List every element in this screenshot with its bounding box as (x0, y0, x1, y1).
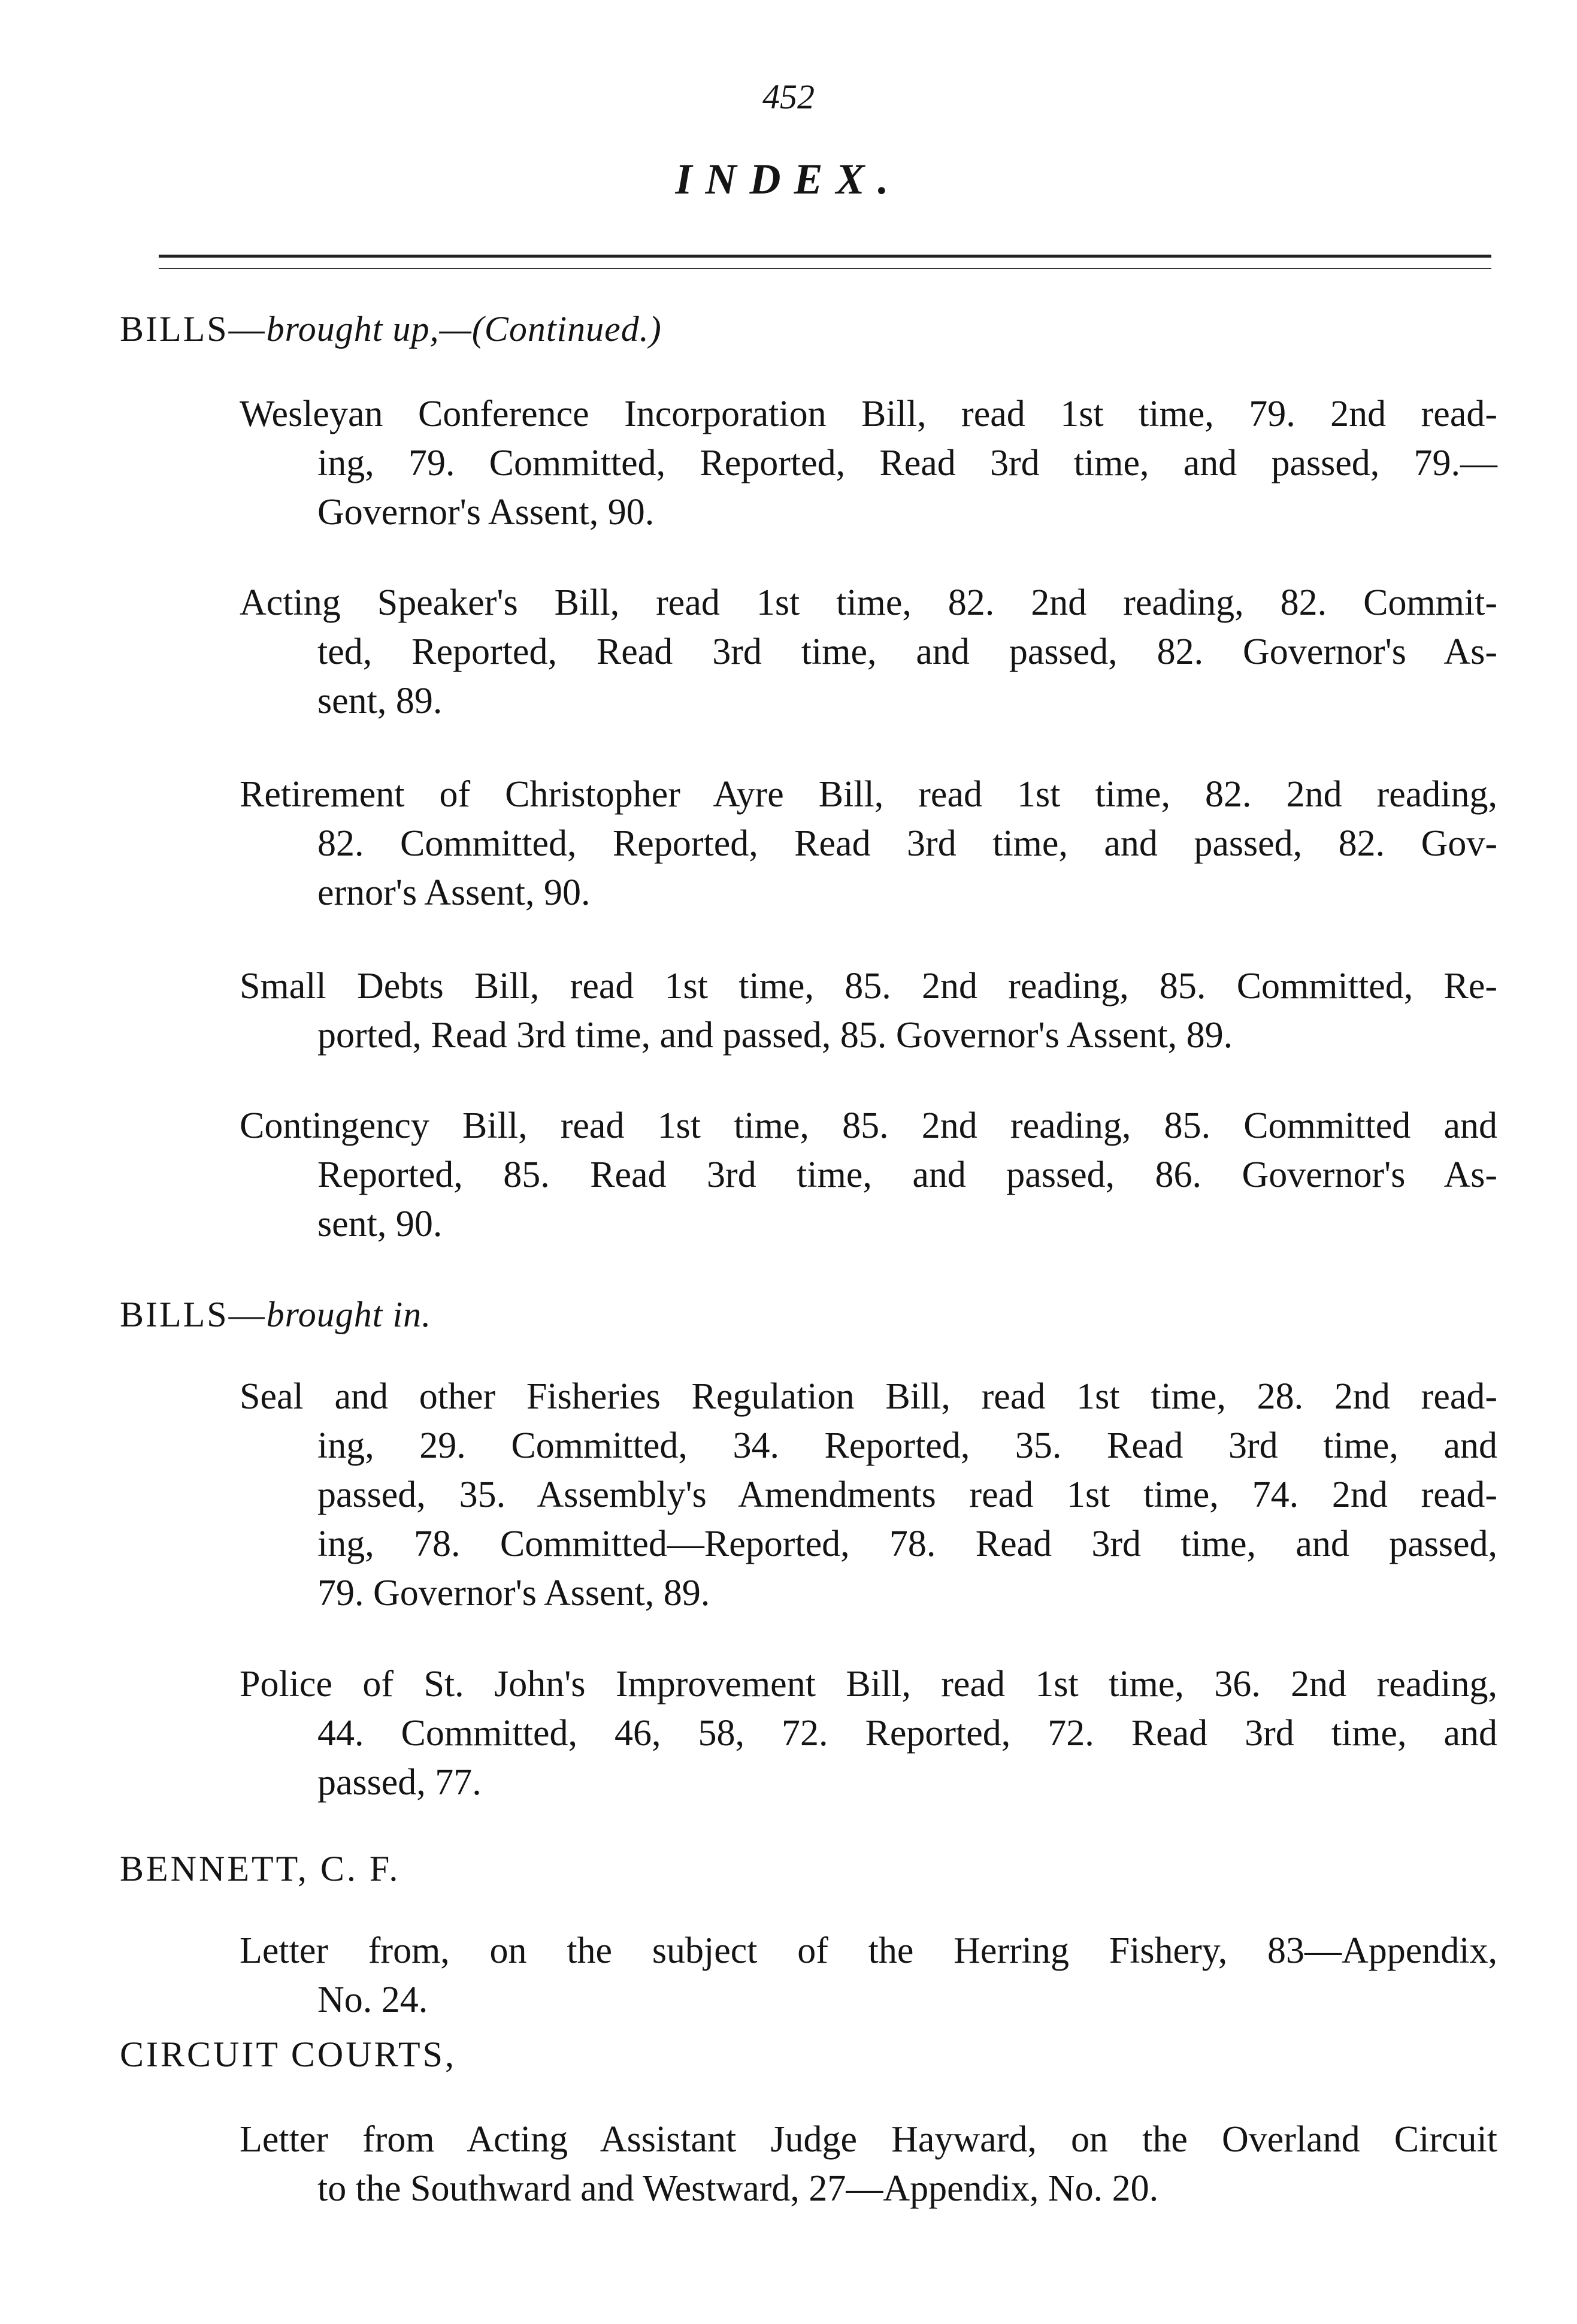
entry-line: Reported, 85. Read 3rd time, and passed, 86. Governor's As- (317, 1155, 1497, 1195)
entry-line: ported, Read 3rd time, and passed, 85. Governor's Assent, 89. (317, 1015, 1233, 1056)
heading-label: BILLS— (120, 1295, 267, 1334)
index-entry-herring-letter (240, 1926, 1497, 2024)
index-entry-police (240, 1660, 1497, 1807)
index-entry-small-debts (240, 962, 1497, 1060)
entry-line: Wesleyan Conference Incorporation Bill, read 1st time, 79. 2nd read- (240, 394, 1497, 434)
index-entry-acting-speaker (240, 578, 1497, 726)
entry-line: ing, 79. Committed, Reported, Read 3rd time, and passed, 79.— (317, 443, 1497, 483)
entry-line: Small Debts Bill, read 1st time, 85. 2nd reading, 85. Committed, Re- (240, 966, 1497, 1007)
header-rule-thick (159, 255, 1491, 258)
heading-subtitle: brought in. (266, 1295, 432, 1334)
entry-line: sent, 89. (317, 681, 443, 721)
entry-line: ing, 78. Committed—Reported, 78. Read 3rd time, and passed, (317, 1524, 1497, 1564)
index-entry-retirement (240, 770, 1497, 917)
entry-line: sent, 90. (317, 1204, 443, 1244)
index-entry-contingency (240, 1101, 1497, 1249)
entry-line: No. 24. (317, 1980, 428, 2020)
page-number: 452 (762, 77, 815, 116)
entry-line: Contingency Bill, read 1st time, 85. 2nd reading, 85. Committed and (240, 1105, 1497, 1146)
index-entry-wesleyan (240, 389, 1497, 537)
heading-label: BILLS— (120, 309, 267, 349)
entry-line: ted, Reported, Read 3rd time, and passed, 82. Governor's As- (317, 631, 1497, 672)
header-rule-thin (159, 268, 1491, 269)
page-title: INDEX. (675, 155, 902, 203)
index-entry-hayward-letter (240, 2115, 1497, 2213)
entry-line: to the Southward and Westward, 27—Appendix, No. 20. (317, 2168, 1159, 2209)
entry-line: Letter from Acting Assistant Judge Hayward, on the Overland Circuit (240, 2119, 1497, 2160)
entry-line: 79. Governor's Assent, 89. (317, 1573, 710, 1613)
entry-line: Letter from, on the subject of the Herring Fishery, 83—Appendix, (240, 1930, 1497, 1971)
entry-line: 44. Committed, 46, 58, 72. Reported, 72. Read 3rd time, and (317, 1713, 1497, 1754)
index-entry-seal-fisheries (240, 1372, 1497, 1618)
entry-line: ing, 29. Committed, 34. Reported, 35. Read 3rd time, and (317, 1425, 1497, 1466)
entry-line: Retirement of Christopher Ayre Bill, read 1st time, 82. 2nd reading, (240, 774, 1497, 815)
entry-line: Governor's Assent, 90. (317, 492, 655, 533)
entry-line: Acting Speaker's Bill, read 1st time, 82. 2nd reading, 82. Commit- (240, 582, 1497, 623)
entry-line: 82. Committed, Reported, Read 3rd time, and passed, 82. Gov- (317, 823, 1497, 864)
section-heading-bills-brought-up (120, 309, 662, 350)
entry-line: Police of St. John's Improvement Bill, read 1st time, 36. 2nd reading, (240, 1664, 1497, 1705)
section-heading-bennett: BENNETT, C. F. (120, 1849, 401, 1888)
section-heading-circuit-courts: CIRCUIT COURTS, (120, 2035, 457, 2074)
entry-line: passed, 35. Assembly's Amendments read 1st time, 74. 2nd read- (317, 1474, 1497, 1515)
section-heading-bills-brought-in (120, 1294, 431, 1335)
heading-subtitle: brought up,—(Continued.) (266, 309, 662, 349)
entry-line: passed, 77. (317, 1762, 482, 1803)
entry-line: ernor's Assent, 90. (317, 872, 591, 913)
entry-line: Seal and other Fisheries Regulation Bill, read 1st time, 28. 2nd read- (240, 1376, 1497, 1417)
